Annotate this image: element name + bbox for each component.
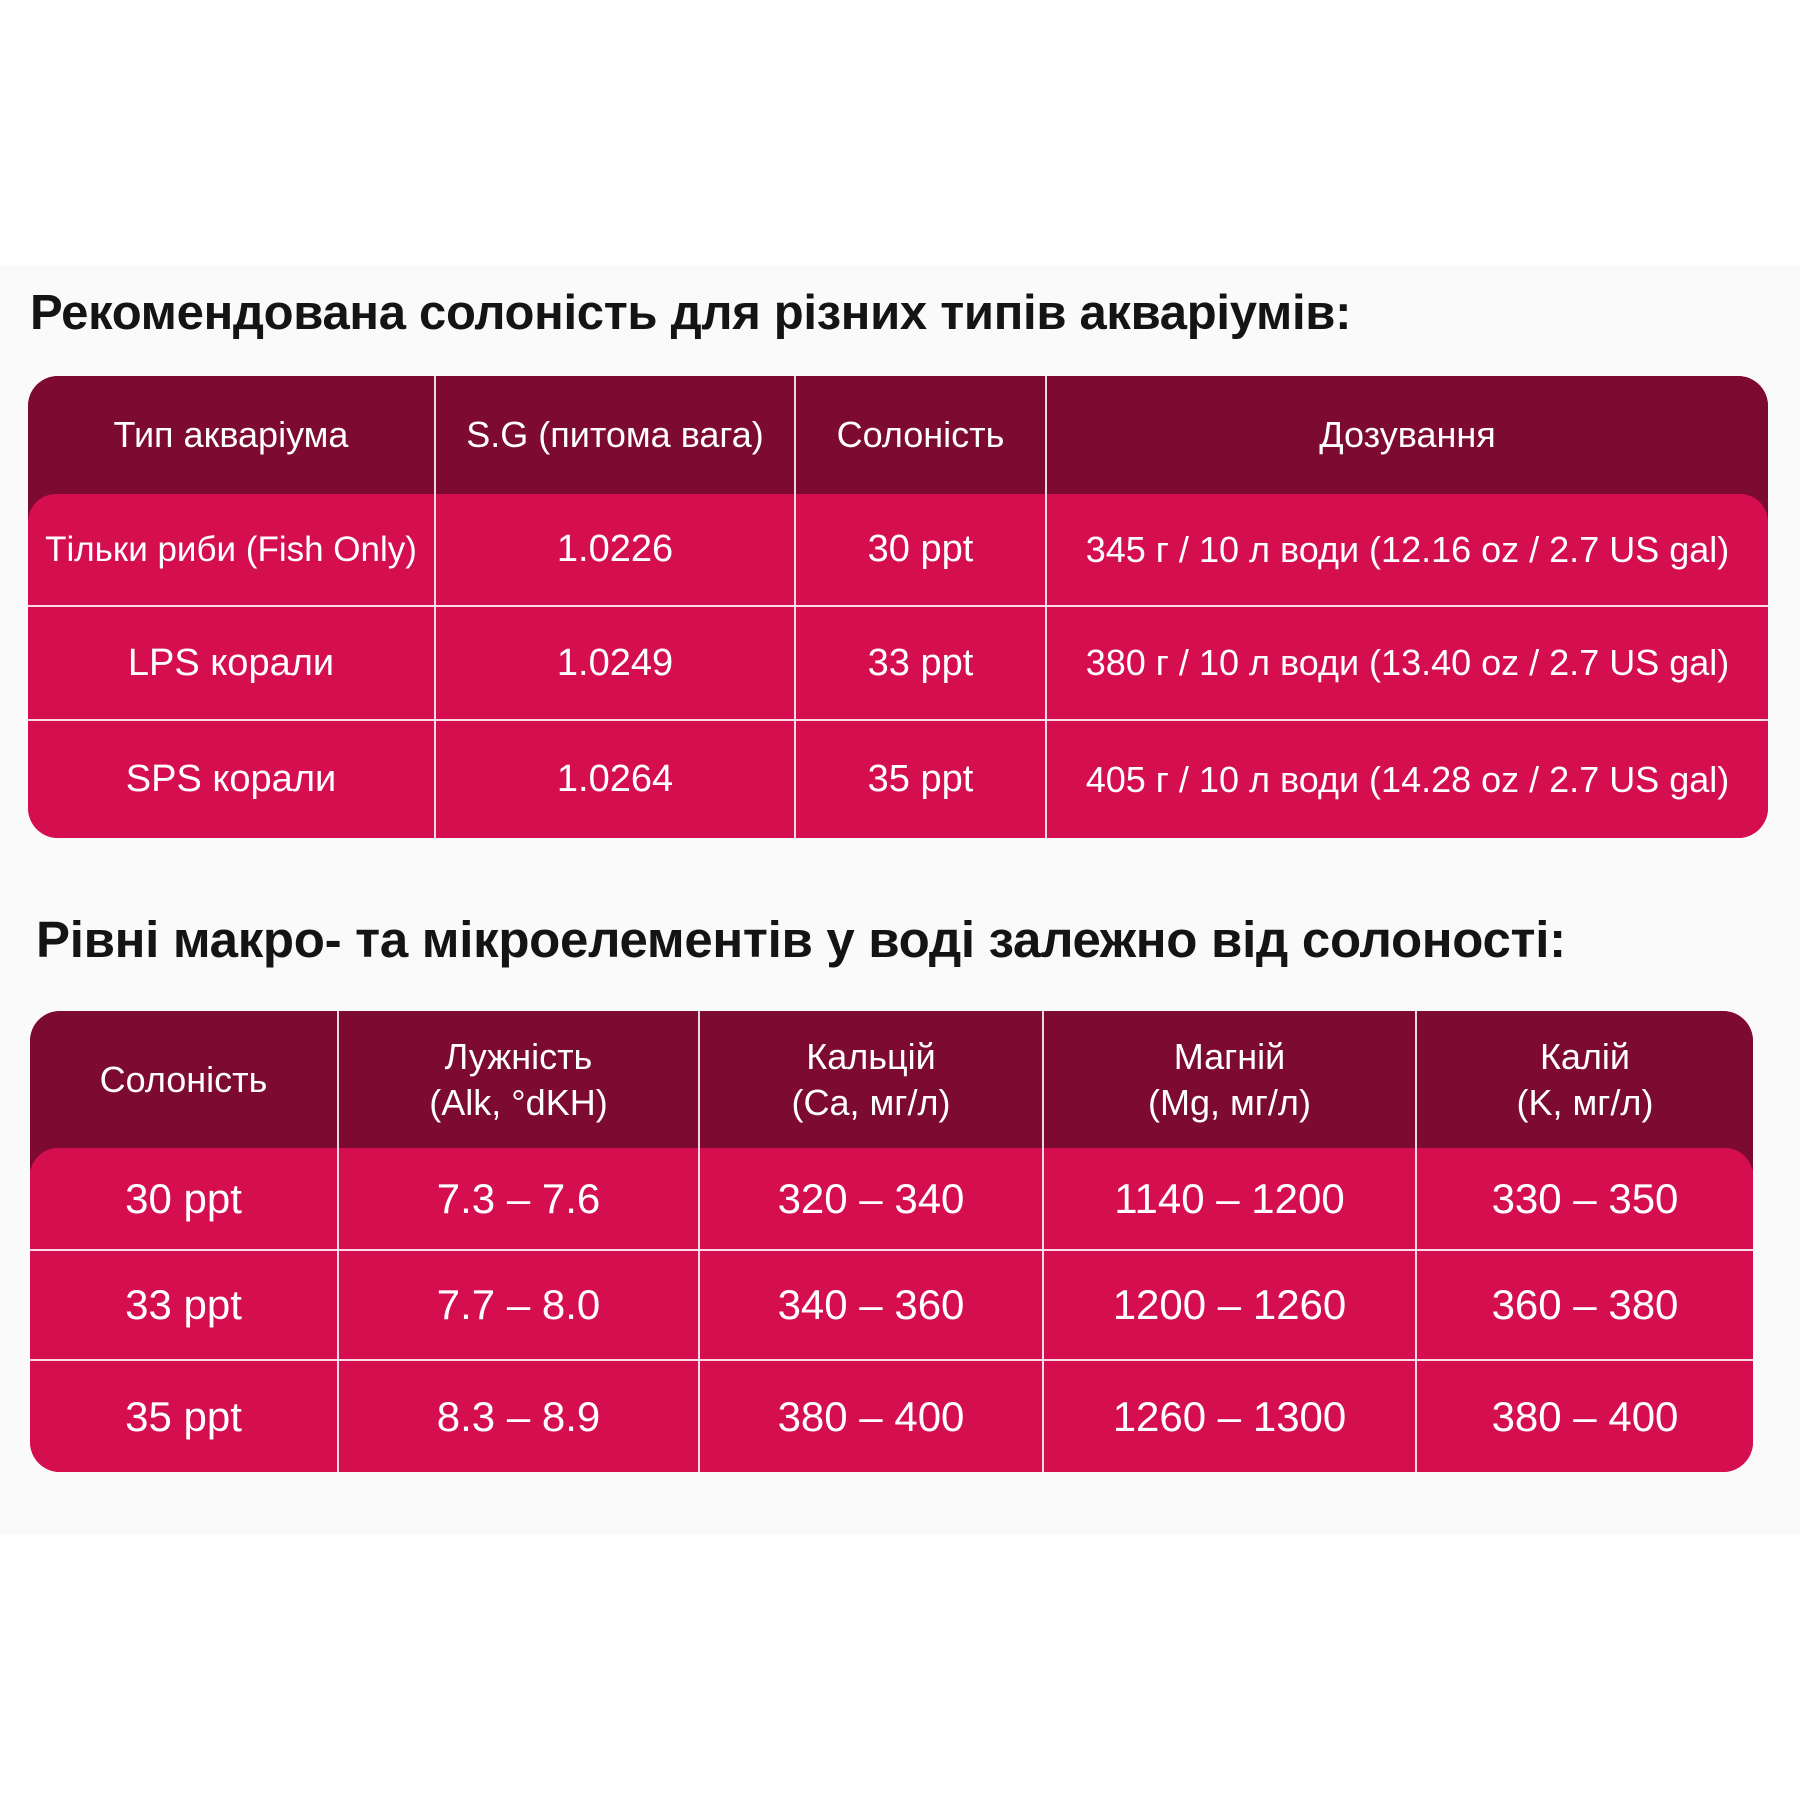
table-cell: 345 г / 10 л води (12.16 oz / 2.7 US gal) — [1085, 528, 1730, 570]
table-cell: 340 – 360 — [777, 1281, 965, 1328]
table-cell: SPS корали — [125, 758, 337, 800]
table-cell: 330 – 350 — [1491, 1174, 1679, 1222]
table-cell: 1140 – 1200 — [1114, 1174, 1345, 1222]
header-potassium: Калій (K, мг/л) — [1516, 1035, 1654, 1123]
table-cell: 380 – 400 — [777, 1392, 965, 1440]
table-cell: 1260 – 1300 — [1112, 1392, 1347, 1440]
elements-table — [30, 1011, 1753, 1472]
table-cell: 405 г / 10 л води (14.28 oz / 2.7 US gal) — [1085, 758, 1730, 800]
salinity-table — [28, 376, 1768, 838]
table-cell: 7.3 – 7.6 — [436, 1174, 601, 1222]
table-cell: 1200 – 1260 — [1112, 1281, 1347, 1328]
table-cell: 30 ppt — [867, 528, 974, 570]
table-cell: 1.0226 — [556, 528, 674, 570]
header-dosage: Дозування — [1319, 414, 1496, 455]
table-cell: LPS корали — [127, 641, 335, 684]
table-cell: 1.0249 — [556, 641, 674, 684]
table-cell: 360 – 380 — [1491, 1281, 1679, 1328]
header-salinity: Солоність — [99, 1058, 268, 1100]
table-cell: 380 – 400 — [1491, 1392, 1679, 1440]
header-magnesium: Магній (Mg, мг/л) — [1148, 1035, 1311, 1123]
header-aquarium-type: Тип акваріума — [113, 414, 349, 455]
table-cell: 33 ppt — [125, 1281, 242, 1328]
table-cell: 380 г / 10 л води (13.40 oz / 2.7 US gal) — [1085, 642, 1730, 683]
table-cell: 30 ppt — [125, 1174, 242, 1222]
header-calcium: Кальцій (Ca, мг/л) — [791, 1035, 951, 1123]
table-cell: 35 ppt — [867, 758, 974, 800]
table-cell: 35 ppt — [125, 1392, 242, 1440]
table-cell: 1.0264 — [556, 758, 674, 800]
table-cell: 320 – 340 — [777, 1174, 965, 1222]
header-salinity: Солоність — [836, 414, 1005, 455]
header-alkalinity: Лужність (Alk, °dKH) — [429, 1035, 608, 1123]
elements-heading: Рівні макро- та мікроелементів у воді залежно від солоності: — [36, 911, 1566, 968]
table-cell: 8.3 – 8.9 — [436, 1392, 601, 1440]
table-cell: 7.7 – 8.0 — [436, 1281, 601, 1328]
salinity-heading: Рекомендована солоність для різних типів акваріумів: — [30, 286, 1352, 340]
table-cell: Тільки риби (Fish Only) — [45, 529, 417, 569]
header-specific-gravity: S.G (питома вага) — [466, 414, 764, 455]
table-cell: 33 ppt — [867, 641, 974, 684]
